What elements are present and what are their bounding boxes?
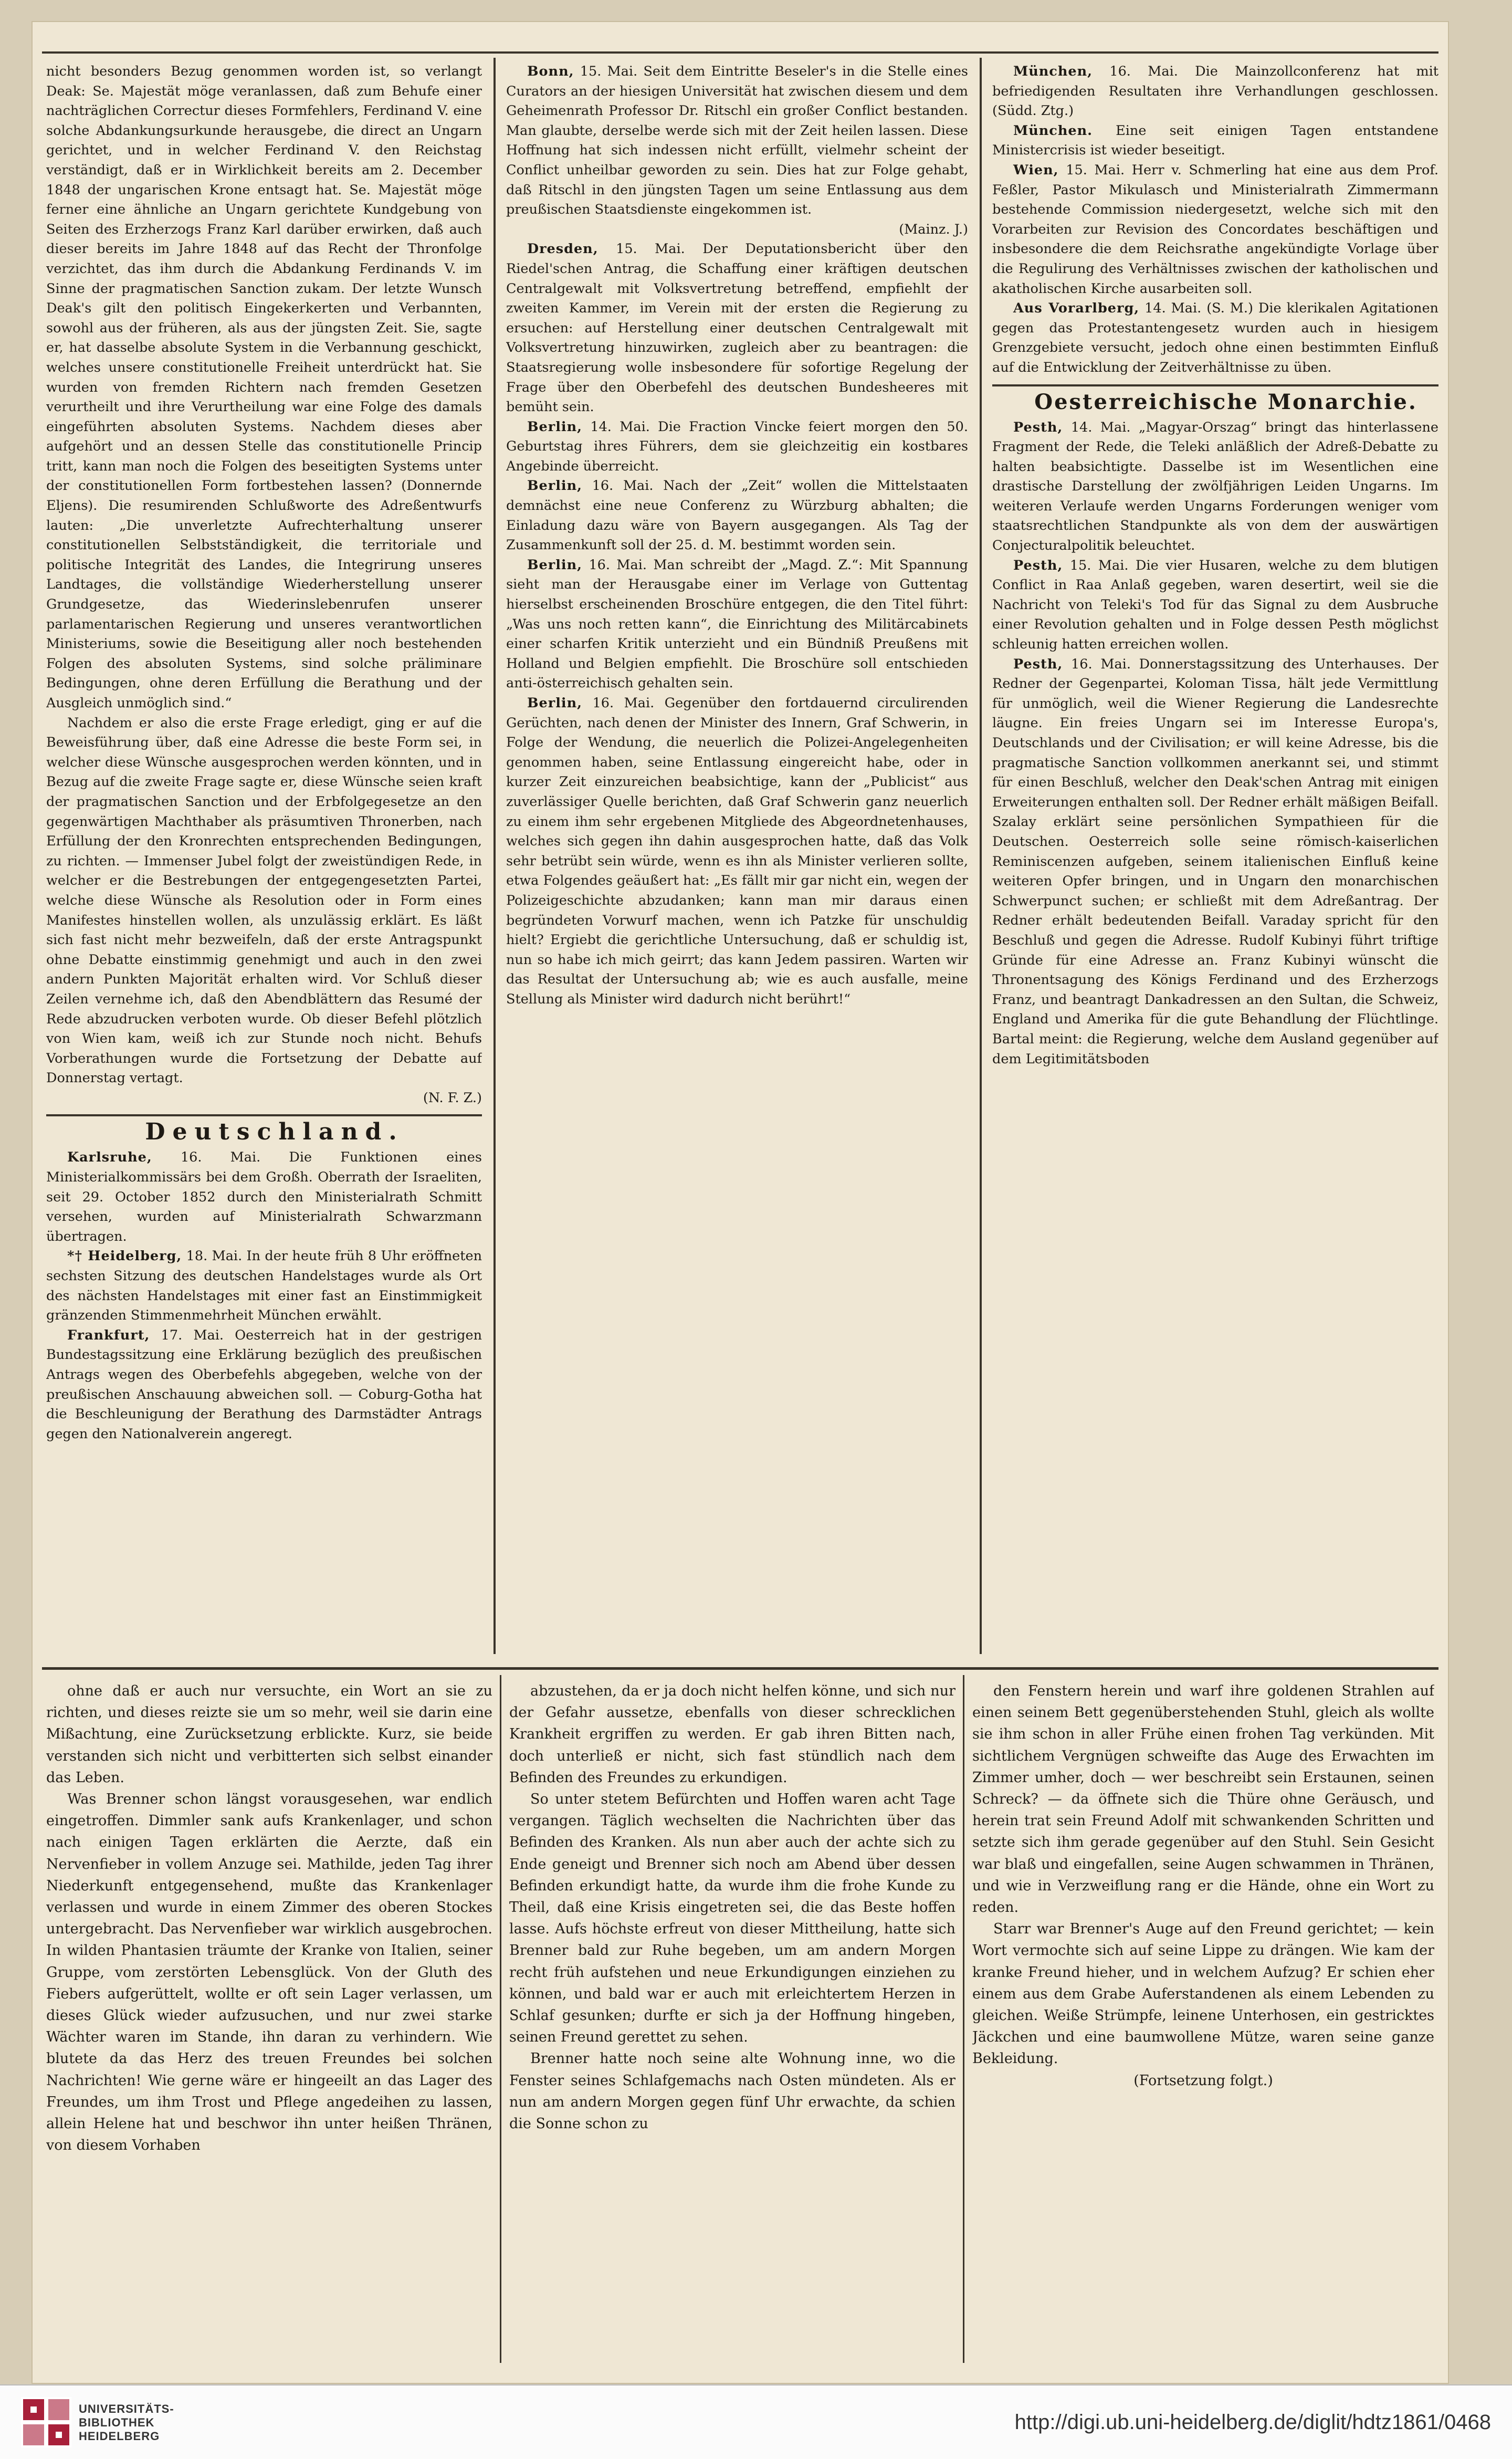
column-divider-2 <box>980 58 982 1654</box>
source-sign: (Mainz. J.) <box>899 221 968 237</box>
dateline-berlin: Berlin, <box>527 478 583 494</box>
news-text: 15. Mai. Die vier Husaren, welche zu dem blutigen Conflict in Raa Anlaß gegeben, waren desertirt, weil sie die Nachricht von Teleki's Tod für das Signal zu dem Ausbruche einer Revolution gehalten und in Folge dessen Pesth möglichst schleunig hatten erreichen wollen. <box>992 557 1438 653</box>
news-text: 17. Mai. Oesterreich hat in der gestrigen Bundestagssitzung eine Erklärung bezüglich des preußischen Antrags wegen des Oberbefehls abgegeben, welche von der preußischen Anschauung abweichen soll. — Coburg-Gotha hat die Beschleunigung der Berathung des Darmstädter Antrags gegen den Nationalverein angeregt. <box>46 1327 482 1442</box>
dateline-muenchen: München, <box>1013 64 1093 79</box>
section-title-oesterreich: Oesterreichische Monarchie. <box>1034 389 1418 414</box>
feuilleton-paragraph: ohne daß er auch nur versuchte, ein Wort an sie zu richten, und dieses reizte sie um so mehr, weil sie darin eine Mißachtung, eine Zurücksetzung erblickte. Kurz, sie beide verstanden sich nicht und verbitterten sich selbst einander das Leben. <box>46 1683 492 1786</box>
feuilleton-divider-1 <box>500 1675 501 2363</box>
news-text: 16. Mai. Nach der „Zeit“ wollen die Mittelstaaten demnächst eine neue Conferenz zu Würzburg abhalten; die Einladung dazu wäre von Bayern ausgegangen. Als Tag der Zusammenkunft soll der 25. d. M. bestimmt worden sein. <box>506 478 968 553</box>
news-text: 16. Mai. Man schreibt der „Magd. Z.“: Mit Spannung sieht man der Herausgabe einer im Verlage von Guttentag hierselbst erscheinenden Broschüre entgegen, die den Titel führt: „Was uns noch retten kann“, die Einrichtung des Militärcabinets einer scharfen Kritik unterzieht und ein Bündniß Preußens mit Holland und Belgien empfiehlt. Die Broschüre soll entschieden anti-österreichisch gehalten sein. <box>506 557 968 692</box>
news-item-berlin-3 <box>506 556 968 694</box>
news-item-wien <box>992 161 1438 299</box>
dateline-vorarlberg: Aus Vorarlberg, <box>1013 300 1140 317</box>
news-text: 14. Mai. „Magyar-Orszag“ bringt das hinterlassene Fragment der Rede, die Teleki anläßlich der Adreß-Debatte zu halten beabsichtigte. Dasselbe ist im Wesentlichen eine drastische Darstellung der zwölfjährigen Leiden Ungarns. Im weiteren Verlaufe werden Ungarns Forderungen weniger vom staatsrechtlichen Standpunkte als von dem der auswärtigen Conjecturalpolitik beleuchtet. <box>992 419 1438 554</box>
news-text: Eine seit einigen Tagen entstandene Ministercrisis ist wieder beseitigt. <box>992 122 1438 159</box>
feuilleton-paragraph: abzustehen, da er ja doch nicht helfen könne, und sich nur der Gefahr aussetze, ebenfalls von dieser schrecklichen Krankheit ergriffen zu werden. Er gab ihren Bitten nach, doch unterließ er nicht, sich fast stündlich nach dem Befinden des Freundes zu erkundigen. <box>509 1683 956 1786</box>
library-footer <box>0 2384 1512 2459</box>
dateline-dresden: Dresden, <box>527 241 598 257</box>
feuilleton-paragraph: den Fenstern herein und warf ihre goldenen Strahlen auf einen seinem Bett gegenüberstehenden Stuhl, gleich als wollte sie ihm schon in aller Frühe einen frohen Tag verkünden. Mit sichtlichem Vergnügen schweifte das Auge des Erwachten im Zimmer umher, doch — wer beschreibt sein Erstaunen, seinen Schreck? — da öffnete sich die Thüre ohne Geräusch, und herein trat sein Freund Adolf mit schwankenden Schritten und setzte sich ihm gerade gegenüber auf den Stuhl. Sein Gesicht war blaß und eingefallen, seine Augen schwammen in Thränen, und wie in Verzweiflung rang er die Hände, ohne ein Wort zu reden. <box>972 1683 1434 1916</box>
dateline-pesth: Pesth, <box>1013 656 1063 672</box>
dateline-pesth: Pesth, <box>1013 557 1063 573</box>
news-item-dresden <box>506 239 968 417</box>
dateline-heidelberg: *† Heidelberg, <box>67 1248 182 1264</box>
news-item-heidelberg <box>46 1247 482 1325</box>
source-sign: (Südd. Ztg.) <box>992 103 1074 119</box>
permalink-url[interactable]: http://digi.ub.uni-heidelberg.de/diglit/hdtz1861/0468 <box>1014 2411 1491 2434</box>
news-text: 16. Mai. Die Funktionen eines Ministerialkommissärs bei dem Großh. Oberrath der Israeliten, seit 29. October 1852 durch den Ministerialrath Schmitt versehen, wurden auf Ministerialrath Schwarzmann übertragen. <box>46 1149 482 1244</box>
top-rule <box>42 51 1438 54</box>
feuilleton-column-1 <box>46 1680 492 2363</box>
library-name <box>79 2402 174 2443</box>
library-name-line: UNIVERSITÄTS- <box>79 2402 174 2415</box>
feuilleton-paragraph: Was Brenner schon längst vorausgesehen, war endlich eingetroffen. Dimmler sank aufs Krankenlager, und schon nach einigen Tagen erklärten die Aerzte, daß ein Nervenfieber in vollem Anzuge sei. Mathilde, jeden Tag ihrer Niederkunft entgegensehend, mußte das Krankenlager verlassen und wurde in einem Zimmer des oberen Stockes untergebracht. Das Nervenfieber war wirklich ausgebrochen. In wilden Phantasien träumte der Kranke von Italien, seiner Gruppe, vom zerstörten Lebensglück. Von der Gluth des Fiebers aufgerüttelt, wollte er oft sein Lager verlassen, um dieses Glück wieder aufzusuchen, und nur zwei starke Wächter waren im Stande, ihn daran zu verhindern. Wie blutete da das Herz des treuen Freundes bei solchen Nachrichten! Wie gerne wäre er hingeeilt an das Lager des Freundes, um ihm Trost und Pflege angedeihen zu lassen, allein Helene hat und beschwor ihn unter heißen Thränen, von diesem Vorhaben <box>46 1791 492 2154</box>
news-item-berlin-4 <box>506 694 968 1010</box>
dateline-berlin: Berlin, <box>527 695 583 711</box>
news-text: 15. Mai. Seit dem Eintritte Beseler's in die Stelle eines Curators an der hiesigen Universität hat zwischen diesem und dem Geheimenrath Professor Dr. Ritschl ein großer Conflict bestanden. Man glaubte, derselbe werde sich mit der Zeit heilen lassen. Diese Hoffnung hat sich indessen nicht erfüllt, vielmehr scheint der Conflict unheilbar geworden zu sein. Dies hat zur Folge gehabt, daß Ritschl in den jüngsten Tagen um seine Entlassung aus dem preußischen Staatsdienste eingekommen ist. <box>506 64 968 218</box>
library-name-line: BIBLIOTHEK <box>79 2416 155 2429</box>
dateline-wien: Wien, <box>1013 162 1059 178</box>
news-item-frankfurt <box>46 1326 482 1445</box>
news-item-bonn <box>506 62 968 220</box>
university-library-logo-icon[interactable] <box>21 2397 71 2447</box>
news-text: 16. Mai. Die Mainzollconferenz hat mit befriedigenden Resultaten ihre Verhandlungen geschlossen. <box>992 64 1438 99</box>
feuilleton-paragraph: Brenner hatte noch seine alte Wohnung inne, wo die Fenster seines Schlafgemachs nach Osten mündeten. Als er nun am andern Morgen gegen fünf Uhr erwachte, da schien die Sonne schon zu <box>509 2050 956 2132</box>
library-name-line: HEIDELBERG <box>79 2430 160 2443</box>
news-item-vorarlberg <box>992 299 1438 378</box>
news-text: 14. Mai. (S. M.) Die klerikalen Agitationen gegen das Protestantengesetz wurden auch in hiesigem Grenzgebiete versucht, jedoch ohne einen bestimmten Einfluß auf die Entwicklung der Zeitverhältnisse zu üben. <box>992 300 1438 375</box>
feuilleton-paragraph: So unter stetem Befürchten und Hoffen waren acht Tage vergangen. Täglich wechselten die Nachrichten über das Befinden des Kranken. Als nun aber auch der achte sich zu Ende geneigt und Brenner sich noch am Abend über dessen Befinden erkundigt hatte, da wurde ihm die frohe Kunde zu Theil, daß eine Krisis eingetreten sei, die das Beste hoffen lasse. Aufs höchste erfreut von dieser Mittheilung, hatte sich Brenner bald zur Ruhe begeben, um am andern Morgen recht früh aufstehen und neue Erkundigungen einziehen zu können, und bald war er auch mit erleichtertem Herzen in Schlaf gesunken; durfte er sich ja der Hoffnung hingeben, seinen Freund gerettet zu sehen. <box>509 1791 956 2046</box>
newspaper-page <box>32 21 1449 2384</box>
deak-report-paragraph-2: Nachdem er also die erste Frage erledigt, ging er auf die Beweisführung über, daß eine Adresse die beste Form sei, in welcher diese Wünsche ausgesprochen werden könnten, und in Bezug auf die zweite Frage sagte er, diese Wünsche seien kraft der pragmatischen Sanction und der Erbfolgegesetze an den gegenwärtigen Machthaber als präsumtiven Thronerben, nach Erfüllung der den Kronrechten entsprechenden Bedingungen, zu richten. — Immenser Jubel folgt der zweistündigen Rede, in welcher er die Bestrebungen der entgegengesetzten Partei, welche diese Wünsche als Resolution oder in Form eines Manifestes hinstellen wollen, als unzulässig erklärt. Es läßt sich fast nicht mehr bezweifeln, daß der erste Antragspunkt ohne Debatte einstimmig genehmigt und auch in den zwei andern Punkten Majorität erhalten wird. Vor Schluß dieser Zeilen vernehme ich, daß den Abendblättern das Resumé der Rede abzudrucken verboten wurde. Ob dieser Befehl plötzlich von Wien kam, weiß ich zur Stunde noch nicht. Behufs Vorberathungen wurde die Fortsetzung der Debatte auf Donnerstag vertagt. <box>46 715 482 1086</box>
news-item-pesth-3 <box>992 655 1438 1069</box>
news-text: 15. Mai. Herr v. Schmerling hat eine aus dem Prof. Feßler, Pastor Mikulasch und Ministerialrath Zimmermann bestehende Commission niedergesetzt, welche sich mit den Vorarbeiten zur Revision des Concordates beschäftigen und insbesondere die dem Reichsrathe angekündigte Vorlage über die Regulirung des Verhältnisses zwischen der katholischen und akatholischen Kirche ausarbeiten soll. <box>992 162 1438 297</box>
dateline-frankfurt: Frankfurt, <box>67 1327 150 1343</box>
news-item-muenchen-2 <box>992 121 1438 161</box>
news-text: 18. Mai. In der heute früh 8 Uhr eröffneten sechsten Sitzung des deutschen Handelstages wurde als Ort des nächsten Handelstages mit einer fast an Einstimmigkeit gränzenden Stimmenmehrheit München erwählt. <box>46 1248 482 1324</box>
feuilleton-paragraph: Starr war Brenner's Auge auf den Freund gerichtet; — kein Wort vermochte sich auf seine Lippe zu drängen. Wie kam der kranke Freund hieher, und in welchem Aufzug? Er schien eher einem aus dem Grabe Auferstandenen als einem Lebenden zu gleichen. Weiße Strümpfe, leinene Unterhosen, ein gestricktes Jäckchen und eine baumwollene Mütze, waren seine ganze Bekleidung. <box>972 1921 1434 2067</box>
news-item-berlin-1 <box>506 417 968 477</box>
dateline-pesth: Pesth, <box>1013 419 1063 435</box>
news-item-pesth-1 <box>992 418 1438 556</box>
column-2 <box>506 62 968 1642</box>
source-sign: (N. F. Z.) <box>423 1090 482 1106</box>
feuilleton-rule <box>42 1667 1438 1670</box>
deak-report-paragraph: nicht besonders Bezug genommen worden ist, so verlangt Deak: Se. Majestät möge veranlassen, daß zum Behufe einer nachträglichen Correctur dieses Formfehlers, Ferdinand V. eine solche Abdankungsurkunde herausgebe, die direct an Ungarn gerichtet, und in welcher Ferdinand V. den Reichstag verständigt, daß er in Wirklichkeit bereits am 2. December 1848 der ungarischen Krone entsagt hat. Se. Majestät möge ferner eine ähnliche an Ungarn gerichtete Kundgebung von Seiten des Erzherzogs Franz Karl darüber erwirken, daß auch dieser bereits im Jahre 1848 auf das Recht der Thronfolge verzichtet, das ihm durch die Abdankung Ferdinands V. im Sinne der pragmatischen Sanction zukam. Der letzte Wunsch Deak's gilt den politisch Eingekerkerten und Verbannten, sowohl aus der früheren, als aus der jüngsten Zeit. Sie, sagte er, hat dasselbe absolute System in die Verbannung geschickt, welches unsere constitutionelle Freiheit unterdrückt hat. Sie wurden von fremden Richtern nach fremden Gesetzen verurtheilt und ihre Verurtheilung war eine Folge des damals eingeführten absoluten Systems. Nachdem dieses aber aufgehört und an dessen Stelle das constitutionelle Princip tritt, kann man noch die Folgen des beseitigten Systems unter der constitutionellen Form fortbestehen lassen? (Donnernde Eljens). Die resumirenden Schlußworte des Adreßentwurfs lauten: „Die unverletzte Aufrechterhaltung unserer constitutionellen Selbstständigkeit, die territoriale und politische Integrität des Landes, die Integrirung unseres Landtages, die vollständige Wiederherstellung unserer Grundgesetze, das Wiederinslebenrufen unserer parlamentarischen Regierung und unseres verantwortlichen Ministeriums, sowie die Beseitigung aller noch bestehenden Folgen des absoluten Systems, sind solche präliminare Bedingungen, ohne deren Erfüllung die Berathung und der Ausgleich unmöglich sind.“ <box>46 64 482 711</box>
dateline-karlsruhe: Karlsruhe, <box>67 1149 152 1166</box>
dateline-berlin: Berlin, <box>527 557 583 573</box>
feuilleton-column-3 <box>972 1680 1434 2363</box>
news-item-pesth-2 <box>992 556 1438 655</box>
section-title-deutschland: Deutschland. <box>145 1118 404 1146</box>
news-item-muenchen-1 <box>992 62 1438 121</box>
dateline-berlin: Berlin, <box>527 418 583 435</box>
section-rule <box>46 1114 482 1116</box>
news-text: 16. Mai. Gegenüber den fortdauernd circulirenden Gerüchten, nach denen der Minister des Innern, Graf Schwerin, in Folge der Wendung, die neuerlich die Polizei-Angelegenheiten genommen haben, seine Entlassung eingereicht habe, oder in kurzer Zeit einzureichen beabsichtige, kann der „Publicist“ aus zuverlässiger Quelle berichten, daß Graf Schwerin ganz neuerlich zu einem ihm sehr ergebenen Mitgliede des Abgeordnetenhauses, welches sich gegen ihn dahin ausgesprochen hatte, daß das Volk sehr betrübt sein würde, wenn es ihn als Minister verlieren sollte, etwa Folgendes geäußert hat: „Es fällt mir gar nicht ein, wegen der Polizeigeschichte abzudanken; kann man mir daraus einen begründeten Vorwurf machen, wenn ich Patzke für unschuldig hielt? Ergiebt die gerichtliche Untersuchung, daß er schuldig ist, nun so habe ich mich geirrt; das kann Jedem passiren. Warten wir das Resultat der Untersuchung ab; wie es auch ausfalle, meine Stellung als Minister wird dadurch nicht berührt!“ <box>506 695 968 1007</box>
column-3 <box>992 62 1438 1642</box>
section-rule <box>992 384 1438 386</box>
news-text: 16. Mai. Donnerstagssitzung des Unterhauses. Der Redner der Gegenpartei, Koloman Tissa, hält jede Vermittlung für unmöglich, weil die Wiener Regierung die Landesrechte läugne. Ein freies Ungarn sei im Interesse Europa's, Deutschlands und der Civilisation; er will keine Adresse, bis die pragmatische Sanction vollkommen anerkannt sei, und stimmt für einen Beschluß, welcher den Deak'schen Antrag mit einigen Erweiterungen enthalten soll. Der Redner erhält mäßigen Beifall. Szalay erklärt seine persönlichen Sympathieen für die Deutschen. Oesterreich solle seine römisch-kaiserlichen Reminiscenzen aufgeben, seinem italienischen Einfluß keine weiteren Opfer bringen, und in Ungarn den monarchischen Schwerpunct suchen; er schließt mit dem Adreßantrag. Der Redner erhält bedeutenden Beifall. Varaday spricht für den Beschluß und gegen die Adresse. Rudolf Kubinyi führt triftige Gründe für eine Adresse an. Franz Kubinyi wünscht die Thronentsagung des Königs Ferdinand und des Erzherzogs Franz, und beantragt Dankadressen an den Sultan, die Schweiz, England und Amerika für die gute Behandlung der Flüchtlinge. Bartal meint: die Regierung, welche dem Ausland gegenüber auf dem Legitimitätsboden <box>992 656 1438 1067</box>
news-text: 15. Mai. Der Deputationsbericht über den Riedel'schen Antrag, die Schaffung einer kräftigen deutschen Centralgewalt mit Volksvertretung betreffend, empfiehlt der zweiten Kammer, im Verein mit der ersten die Regierung zu ersuchen: auf Herstellung einer deutschen Centralgewalt mit Volksvertretung hinzuwirken, zugleich aber zu beantragen: die Staatsregierung wolle insbesondere für sofortige Regelung der Frage über den Oberbefehl des deutschen Bundesheeres mit bemüht sein. <box>506 241 968 415</box>
column-divider-1 <box>494 58 496 1654</box>
news-item-berlin-2 <box>506 476 968 555</box>
news-item-karlsruhe <box>46 1148 482 1247</box>
continuation-note: (Fortsetzung folgt.) <box>1133 2072 1273 2089</box>
feuilleton-column-2 <box>509 1680 956 2363</box>
feuilleton-divider-2 <box>963 1675 964 2363</box>
dateline-muenchen: München. <box>1013 122 1093 139</box>
column-1 <box>46 62 482 1642</box>
news-text: 14. Mai. Die Fraction Vincke feiert morgen den 50. Geburtstag ihres Führers, dem sie gleichzeitig ein kostbares Angebinde überreicht. <box>506 418 968 474</box>
dateline-bonn: Bonn, <box>527 64 574 79</box>
